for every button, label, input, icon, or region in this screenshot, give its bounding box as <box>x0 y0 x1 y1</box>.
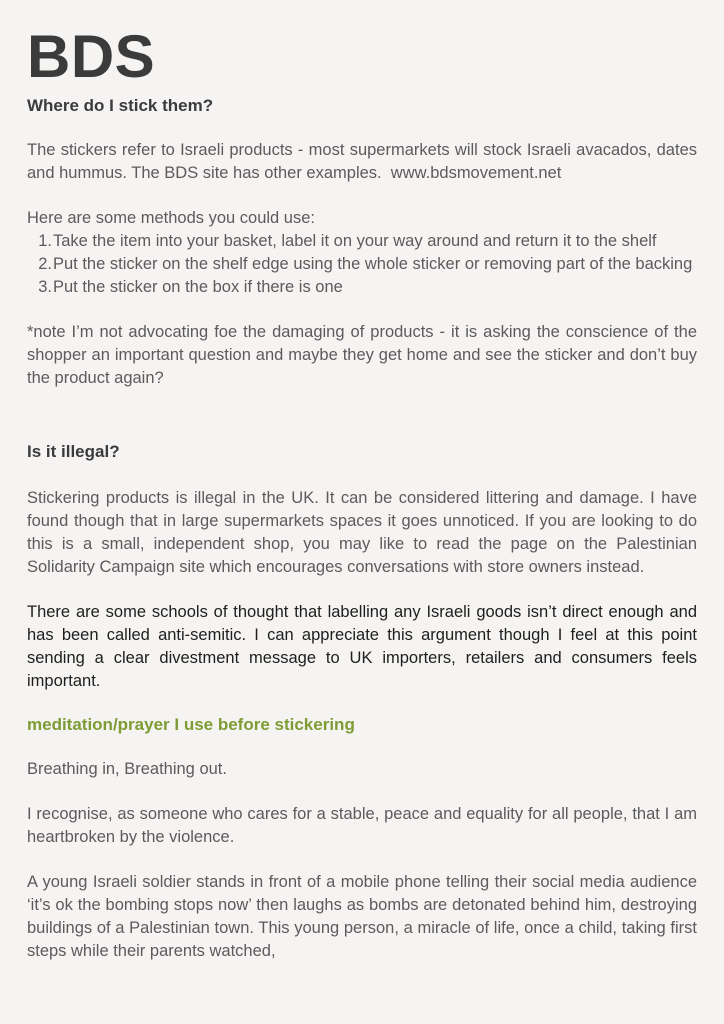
heading-is-it-illegal: Is it illegal? <box>27 442 120 461</box>
list-item-box: 3. Put the sticker on the box if there is one <box>52 276 697 299</box>
heading-where-do-i-stick-them: Where do I stick them? <box>27 96 214 115</box>
methods-list <box>27 230 697 299</box>
paragraph-breathing: Breathing in, Breathing out. <box>27 760 227 778</box>
paragraph-methods-intro: Here are some methods you could use: <box>27 209 315 227</box>
heading-meditation-prayer: meditation/prayer I use before stickering <box>27 715 355 734</box>
paragraph-schools-of-thought: There are some schools of thought that labelling any Israeli goods isn’t direct enough and has been called anti-semitic. I can appreciate this argument though I feel at this point sending a clear divestment message to UK importers, retailers and consumers feels important. <box>27 603 697 690</box>
list-item-basket: 1. Take the item into your basket, label it on your way around and return it to the shelf <box>52 230 697 253</box>
paragraph-stickers-intro: The stickers refer to Israeli products - most supermarkets will stock Israeli avacados, dates and hummus. The BDS site has other examples. www.bdsmovement.net <box>27 141 697 182</box>
page-title: BDS <box>27 23 156 90</box>
paragraph-recognise: I recognise, as someone who cares for a stable, peace and equality for all people, that I am heartbroken by the violence. <box>27 805 697 846</box>
paragraph-illegal-explanation: Stickering products is illegal in the UK. It can be considered littering and damage. I have found though that in large supermarkets spaces it goes unnoticed. If you are looking to do this is a small, independent shop, you may like to read the page on the Palestinian Solidarity Campaign site which encourages conversations with store owners instead. <box>27 489 697 576</box>
paragraph-note: *note I’m not advocating foe the damaging of products - it is asking the conscience of the shopper an important question and maybe they get home and see the sticker and don’t buy the product again? <box>27 323 697 387</box>
list-item-shelf-edge: 2. Put the sticker on the shelf edge using the whole sticker or removing part of the backing <box>52 253 697 276</box>
paragraph-soldier: A young Israeli soldier stands in front of a mobile phone telling their social media audience ‘it’s ok the bombing stops now’ then laughs as bombs are detonated behind him, destroying buildings of a Palestinian town. This young person, a miracle of life, once a child, taking first steps while their parents watched, <box>27 873 697 960</box>
